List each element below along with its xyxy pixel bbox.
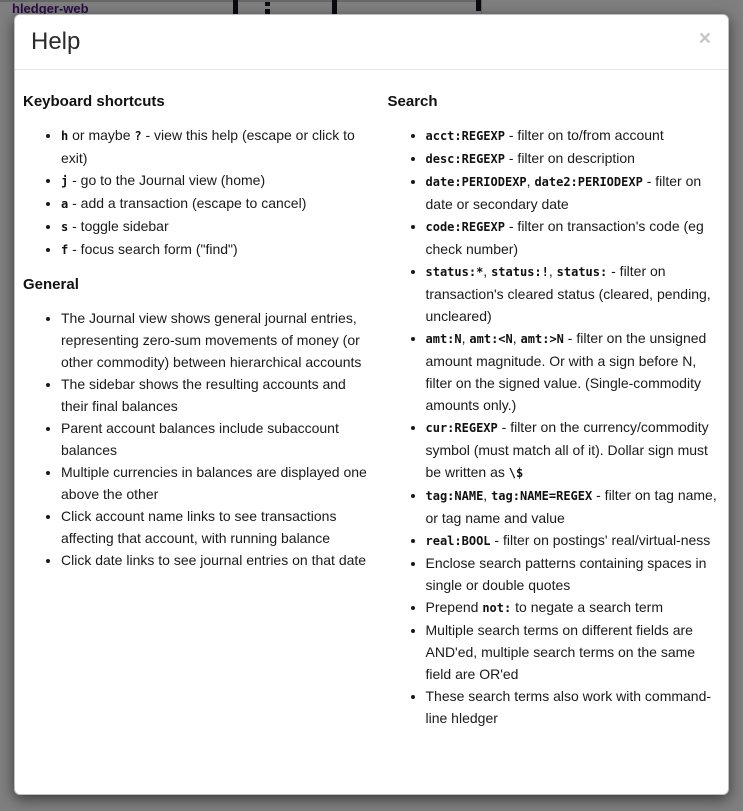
help-list-item (426, 552, 721, 596)
help-list-item (426, 596, 721, 619)
text-segment: - filter on the unsigned amount magnitude. Or with a sign before N, filter on the signed value. (Single-commodity amounts only.) (425, 330, 707, 413)
text-segment: - go to the Journal view (home) (68, 172, 266, 188)
general-list (23, 307, 372, 571)
text-segment: Prepend (425, 599, 483, 615)
text-segment: to negate a search term (511, 599, 663, 615)
section-heading-keyboard-shortcuts: Keyboard shortcuts (23, 93, 165, 110)
keyboard-shortcuts-list (23, 124, 372, 261)
section-heading-general: General (23, 276, 79, 293)
text-segment: Multiple search terms on different fields are AND'ed, multiple search terms on the same field are OR'ed (425, 622, 696, 682)
inline-code: date2:PERIODEXP (534, 175, 643, 189)
text-segment: - focus search form ("find") (68, 241, 238, 257)
help-list-item (61, 461, 372, 505)
inline-code: f (61, 243, 69, 257)
help-list-item (61, 417, 372, 461)
help-list-item (426, 170, 721, 215)
close-button[interactable] (695, 24, 715, 53)
inline-code: ? (134, 129, 142, 143)
help-list-item (61, 192, 372, 215)
inline-code: real:BOOL (425, 534, 491, 548)
inline-code: acct:REGEXP (425, 129, 505, 143)
text-segment: - filter on description (504, 150, 635, 166)
search-syntax-list (388, 124, 721, 729)
inline-code: date:PERIODEXP (425, 175, 527, 189)
help-list-item (426, 685, 721, 729)
inline-code: not: (482, 601, 512, 615)
text-segment: - filter on transaction's cleared status (cleared, pending, uncleared) (425, 263, 711, 324)
inline-code: code:REGEXP (425, 220, 505, 234)
help-list-item (426, 215, 721, 260)
help-list-item (61, 505, 372, 549)
text-segment: - view this help (escape or click to exit) (61, 127, 355, 166)
help-list-item (426, 484, 721, 529)
text-segment: , (483, 487, 492, 503)
help-dialog (14, 14, 729, 795)
text-segment: - toggle sidebar (68, 218, 169, 234)
modal-header (15, 15, 728, 70)
help-list-item (426, 124, 721, 147)
text-segment: - filter on transaction's code (eg check number) (425, 218, 704, 257)
text-segment: Multiple currencies in balances are displayed one above the other (61, 464, 367, 502)
help-column-left (23, 78, 372, 739)
text-segment: The sidebar shows the resulting accounts and their final balances (61, 376, 346, 414)
modal-title: Help (31, 28, 81, 55)
help-list-item (61, 238, 372, 261)
help-list-item (61, 373, 372, 417)
text-segment: - filter on to/from account (504, 127, 664, 143)
modal-body (15, 70, 728, 769)
text-segment: , (483, 263, 492, 279)
inline-code: amt:N (425, 332, 462, 346)
help-list-item (61, 549, 372, 571)
text-segment: - filter on date or secondary date (425, 173, 702, 212)
text-segment: , (526, 173, 535, 189)
inline-code: s (61, 220, 69, 234)
help-list-item (61, 307, 372, 373)
inline-code: amt:>N (520, 332, 564, 346)
section-heading-search: Search (387, 93, 438, 110)
text-segment: Enclose search patterns containing spaces in single or double quotes (425, 555, 707, 593)
text-segment: - filter on postings' real/virtual-ness (490, 532, 711, 548)
inline-code: amt:<N (469, 332, 513, 346)
inline-code: h (61, 129, 69, 143)
inline-code: status: (556, 265, 608, 279)
help-list-item (61, 169, 372, 192)
help-list-item (426, 529, 721, 552)
text-segment: , (461, 330, 470, 346)
help-list-item (61, 215, 372, 238)
inline-code: a (61, 197, 69, 211)
help-list-item (426, 147, 721, 170)
help-list-item (426, 619, 721, 685)
inline-code: \$ (508, 466, 524, 480)
help-column-right (372, 78, 721, 739)
text-segment: - filter on tag name, or tag name and value (425, 487, 717, 526)
inline-code: status:* (425, 265, 484, 279)
text-segment: The Journal view shows general journal entries, representing zero-sum movements of money (or other commodity) between hierarchical accounts (61, 310, 362, 370)
inline-code: desc:REGEXP (425, 152, 505, 166)
text-segment: - filter on the currency/commodity symbol (must match all of it). Dollar sign must be written as (425, 419, 709, 480)
text-segment: These search terms also work with command-line hledger (425, 688, 712, 726)
text-segment: Parent account balances include subaccount balances (61, 420, 339, 458)
text-segment: Click account name links to see transactions affecting that account, with running balance (61, 508, 337, 546)
inline-code: cur:REGEXP (425, 421, 498, 435)
close-icon: × (698, 27, 711, 50)
inline-code: tag:NAME (425, 489, 484, 503)
inline-code: tag:NAME=REGEX (491, 489, 593, 503)
help-list-item (61, 124, 372, 169)
text-segment: or maybe (68, 127, 135, 143)
text-segment: - add a transaction (escape to cancel) (68, 195, 307, 211)
inline-code: status:! (491, 265, 549, 279)
help-list-item (426, 327, 721, 416)
text-segment: Click date links to see journal entries on that date (61, 552, 367, 568)
inline-code: j (61, 174, 69, 188)
help-list-item (426, 416, 721, 484)
text-segment: , (548, 263, 557, 279)
help-list-item (426, 260, 721, 327)
text-segment: , (512, 330, 521, 346)
